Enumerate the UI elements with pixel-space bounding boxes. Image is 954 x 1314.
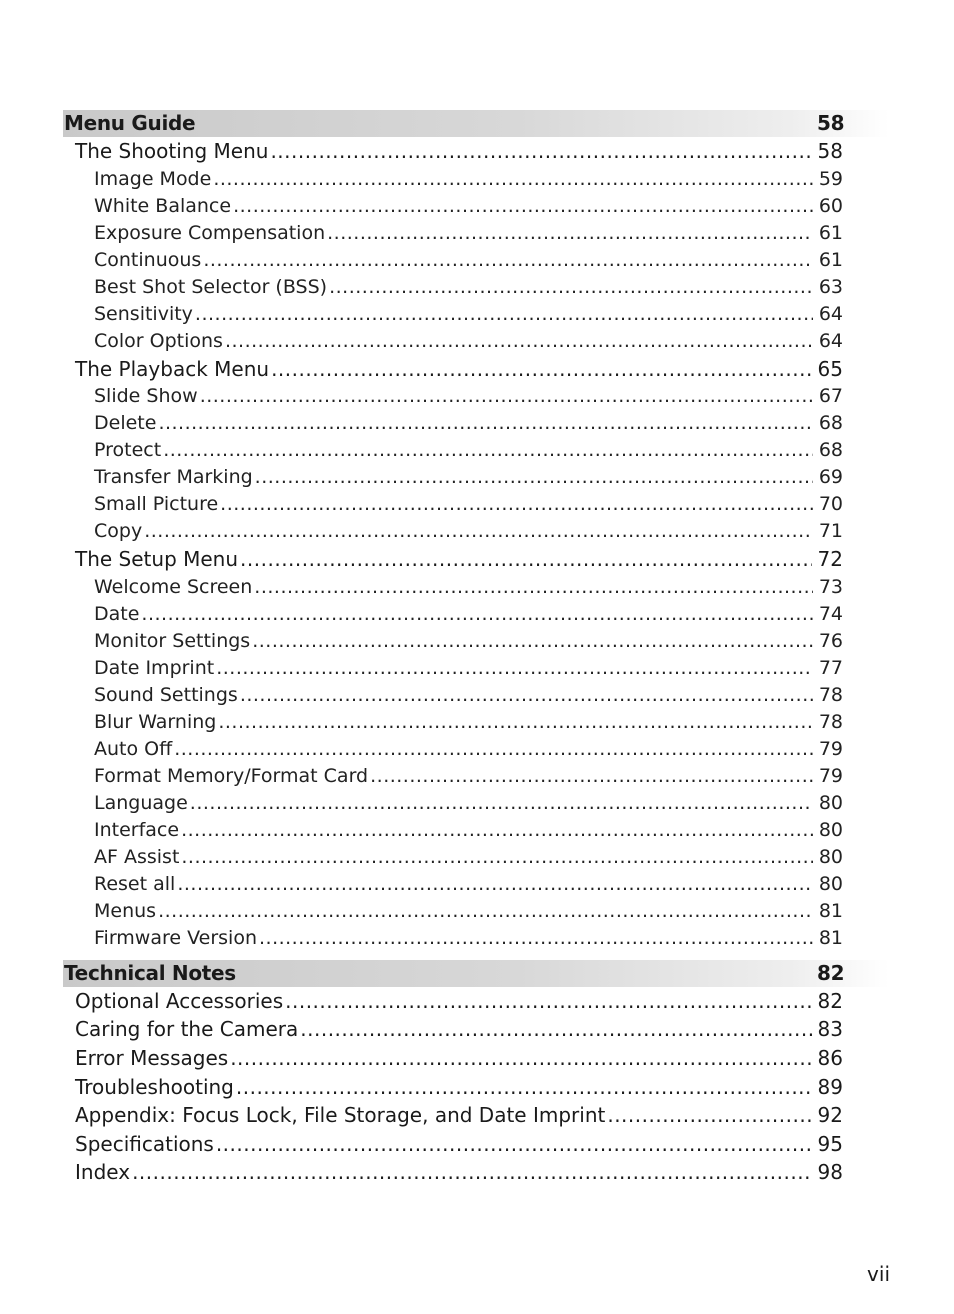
toc-entry-troubleshooting[interactable] bbox=[63, 1073, 843, 1102]
dot-leader bbox=[300, 1015, 811, 1044]
entry-page-number: 81 bbox=[818, 899, 843, 922]
dot-leader bbox=[200, 383, 813, 410]
entry-label: Copy bbox=[94, 520, 143, 543]
section-gap bbox=[63, 952, 889, 960]
toc-entry-transfer-marking[interactable] bbox=[63, 464, 843, 491]
toc-entry-playback-menu[interactable] bbox=[63, 355, 843, 384]
entry-label: Continuous bbox=[94, 248, 202, 271]
toc-entry-delete[interactable] bbox=[63, 410, 843, 437]
toc-entry-date-imprint[interactable] bbox=[63, 655, 843, 682]
dot-leader bbox=[158, 410, 812, 437]
toc-entry-best-shot-selector[interactable] bbox=[63, 274, 843, 301]
dot-leader bbox=[255, 464, 813, 491]
entry-label: The Playback Menu bbox=[75, 356, 270, 381]
entry-page-number: 68 bbox=[818, 412, 843, 435]
entry-page-number: 73 bbox=[818, 575, 843, 598]
entry-page-number: 63 bbox=[818, 275, 843, 298]
dot-leader bbox=[270, 137, 811, 166]
entry-label: Interface bbox=[94, 818, 180, 841]
dot-leader bbox=[254, 574, 813, 601]
entry-page-number: 64 bbox=[818, 329, 843, 352]
toc-entry-sound-settings[interactable] bbox=[63, 682, 843, 709]
dot-leader bbox=[607, 1101, 811, 1130]
entry-page-number: 78 bbox=[818, 683, 843, 706]
entry-label: Index bbox=[75, 1160, 131, 1185]
entry-label: Protect bbox=[94, 439, 162, 462]
toc-entry-caring-for-camera[interactable] bbox=[63, 1015, 843, 1044]
dot-leader bbox=[271, 355, 811, 384]
entry-page-number: 60 bbox=[818, 194, 843, 217]
entry-page-number: 82 bbox=[817, 988, 843, 1013]
dot-leader bbox=[163, 437, 813, 464]
entry-label: Specifications bbox=[75, 1131, 214, 1156]
entry-page-number: 98 bbox=[817, 1160, 843, 1185]
entry-label: Welcome Screen bbox=[94, 575, 253, 598]
entry-page-number: 80 bbox=[818, 791, 843, 814]
dot-leader bbox=[285, 987, 811, 1016]
toc-entry-exposure-compensation[interactable] bbox=[63, 220, 843, 247]
entry-page-number: 58 bbox=[817, 139, 843, 163]
entry-label: Sensitivity bbox=[94, 302, 193, 325]
entry-label: Sound Settings bbox=[94, 683, 238, 706]
toc-entry-slide-show[interactable] bbox=[63, 383, 843, 410]
section-title: Menu Guide bbox=[64, 111, 196, 135]
dot-leader bbox=[203, 247, 813, 274]
dot-leader bbox=[174, 736, 813, 763]
toc-entry-date[interactable] bbox=[63, 601, 843, 628]
dot-leader bbox=[236, 1073, 812, 1102]
entry-label: Small Picture bbox=[94, 493, 219, 516]
toc-entry-continuous[interactable] bbox=[63, 247, 843, 274]
entry-label: Error Messages bbox=[75, 1045, 229, 1070]
toc-entry-index[interactable] bbox=[63, 1158, 843, 1187]
dot-leader bbox=[177, 871, 812, 898]
toc-entry-error-messages[interactable] bbox=[63, 1044, 843, 1073]
entry-label: AF Assist bbox=[94, 845, 180, 868]
section-header-menu-guide[interactable] bbox=[63, 110, 889, 137]
entry-label: Caring for the Camera bbox=[75, 1017, 299, 1042]
dot-leader bbox=[240, 682, 813, 709]
dot-leader bbox=[218, 709, 812, 736]
entry-label: The Shooting Menu bbox=[75, 139, 269, 163]
dot-leader bbox=[216, 1130, 812, 1159]
toc-entry-small-picture[interactable] bbox=[63, 491, 843, 518]
entry-label: Delete bbox=[94, 412, 157, 435]
entry-label: Auto Off bbox=[94, 737, 173, 760]
entry-label: Monitor Settings bbox=[94, 629, 251, 652]
dot-leader bbox=[329, 274, 813, 301]
dot-leader bbox=[141, 601, 812, 628]
dot-leader bbox=[195, 301, 813, 328]
entry-page-number: 83 bbox=[817, 1017, 843, 1042]
dot-leader bbox=[240, 545, 812, 574]
section-title: Technical Notes bbox=[64, 960, 236, 985]
dot-leader bbox=[220, 491, 813, 518]
section-page-number: 58 bbox=[817, 111, 845, 135]
entry-page-number: 69 bbox=[818, 466, 843, 489]
toc-entry-sensitivity[interactable] bbox=[63, 301, 843, 328]
toc-entry-monitor-settings[interactable] bbox=[63, 628, 843, 655]
dot-leader bbox=[225, 328, 813, 355]
entry-page-number: 79 bbox=[818, 764, 843, 787]
entry-page-number: 86 bbox=[817, 1045, 843, 1070]
toc-entry-white-balance[interactable] bbox=[63, 193, 843, 220]
dot-leader bbox=[190, 790, 813, 817]
entry-label: Image Mode bbox=[94, 167, 212, 190]
entry-label: Language bbox=[94, 791, 188, 814]
toc-entry-welcome-screen[interactable] bbox=[63, 574, 843, 601]
entry-page-number: 72 bbox=[817, 547, 843, 572]
entry-page-number: 64 bbox=[818, 302, 843, 325]
entry-label: Appendix: Focus Lock, File Storage, and Date Imprint bbox=[75, 1103, 606, 1128]
entry-label: The Setup Menu bbox=[75, 547, 239, 572]
entry-page-number: 61 bbox=[818, 248, 843, 271]
entry-page-number: 76 bbox=[818, 629, 843, 652]
toc-entry-auto-off[interactable] bbox=[63, 736, 843, 763]
entry-label: Troubleshooting bbox=[75, 1074, 234, 1099]
toc-entry-interface[interactable] bbox=[63, 817, 843, 844]
entry-page-number: 74 bbox=[818, 602, 843, 625]
toc-entry-specifications[interactable] bbox=[63, 1130, 843, 1159]
table-of-contents bbox=[63, 110, 889, 1187]
dot-leader bbox=[233, 193, 813, 220]
entry-label: Transfer Marking bbox=[94, 466, 253, 489]
entry-page-number: 89 bbox=[817, 1074, 843, 1099]
entry-page-number: 80 bbox=[818, 872, 843, 895]
entry-label: Slide Show bbox=[94, 385, 198, 408]
toc-entry-menus[interactable] bbox=[63, 898, 843, 925]
entry-label: Date Imprint bbox=[94, 656, 215, 679]
toc-entry-setup-menu[interactable] bbox=[63, 545, 843, 574]
entry-label: Optional Accessories bbox=[75, 988, 284, 1013]
dot-leader bbox=[132, 1158, 811, 1187]
dot-leader bbox=[230, 1044, 811, 1073]
dot-leader bbox=[181, 844, 812, 871]
entry-page-number: 79 bbox=[818, 737, 843, 760]
toc-entry-copy[interactable] bbox=[63, 518, 843, 545]
dot-leader bbox=[213, 166, 813, 193]
entry-page-number: 78 bbox=[818, 710, 843, 733]
entry-page-number: 71 bbox=[818, 520, 843, 543]
section-header-technical-notes[interactable] bbox=[63, 960, 889, 987]
toc-entry-af-assist[interactable] bbox=[63, 844, 843, 871]
entry-page-number: 92 bbox=[817, 1103, 843, 1128]
entry-page-number: 80 bbox=[818, 818, 843, 841]
toc-entry-reset-all[interactable] bbox=[63, 871, 843, 898]
dot-leader bbox=[252, 628, 813, 655]
entry-label: Best Shot Selector (BSS) bbox=[94, 275, 328, 298]
dot-leader bbox=[216, 655, 813, 682]
entry-label: Exposure Compensation bbox=[94, 221, 326, 244]
toc-entry-language[interactable] bbox=[63, 790, 843, 817]
dot-leader bbox=[259, 925, 813, 952]
entry-label: Blur Warning bbox=[94, 710, 217, 733]
entry-page-number: 81 bbox=[818, 926, 843, 949]
toc-entry-blur-warning[interactable] bbox=[63, 709, 843, 736]
entry-page-number: 70 bbox=[818, 493, 843, 516]
dot-leader bbox=[144, 518, 813, 545]
entry-page-number: 77 bbox=[818, 656, 843, 679]
toc-entry-format-memory[interactable] bbox=[63, 763, 843, 790]
entry-label: Reset all bbox=[94, 872, 176, 895]
entry-page-number: 61 bbox=[818, 221, 843, 244]
entry-page-number: 65 bbox=[817, 356, 843, 381]
entry-page-number: 59 bbox=[818, 167, 843, 190]
toc-entry-optional-accessories[interactable] bbox=[63, 987, 843, 1016]
entry-label: Color Options bbox=[94, 329, 223, 352]
toc-entry-color-options[interactable] bbox=[63, 328, 843, 355]
dot-leader bbox=[327, 220, 813, 247]
entry-page-number: 80 bbox=[818, 845, 843, 868]
dot-leader bbox=[370, 763, 813, 790]
page-number-footer: vii bbox=[867, 1262, 890, 1286]
entry-label: Date bbox=[94, 602, 140, 625]
entry-label: Menus bbox=[94, 899, 157, 922]
entry-page-number: 68 bbox=[818, 439, 843, 462]
entry-page-number: 95 bbox=[817, 1131, 843, 1156]
toc-entry-appendix[interactable] bbox=[63, 1101, 843, 1130]
entry-label: White Balance bbox=[94, 194, 232, 217]
dot-leader bbox=[158, 898, 813, 925]
dot-leader bbox=[181, 817, 813, 844]
toc-entry-image-mode[interactable] bbox=[63, 166, 843, 193]
entry-page-number: 67 bbox=[818, 385, 843, 408]
entry-label: Firmware Version bbox=[94, 926, 257, 949]
entry-label: Format Memory/Format Card bbox=[94, 764, 369, 787]
toc-entry-protect[interactable] bbox=[63, 437, 843, 464]
section-page-number: 82 bbox=[817, 960, 845, 985]
toc-entry-firmware-version[interactable] bbox=[63, 925, 843, 952]
toc-entry-shooting-menu[interactable] bbox=[63, 137, 843, 166]
